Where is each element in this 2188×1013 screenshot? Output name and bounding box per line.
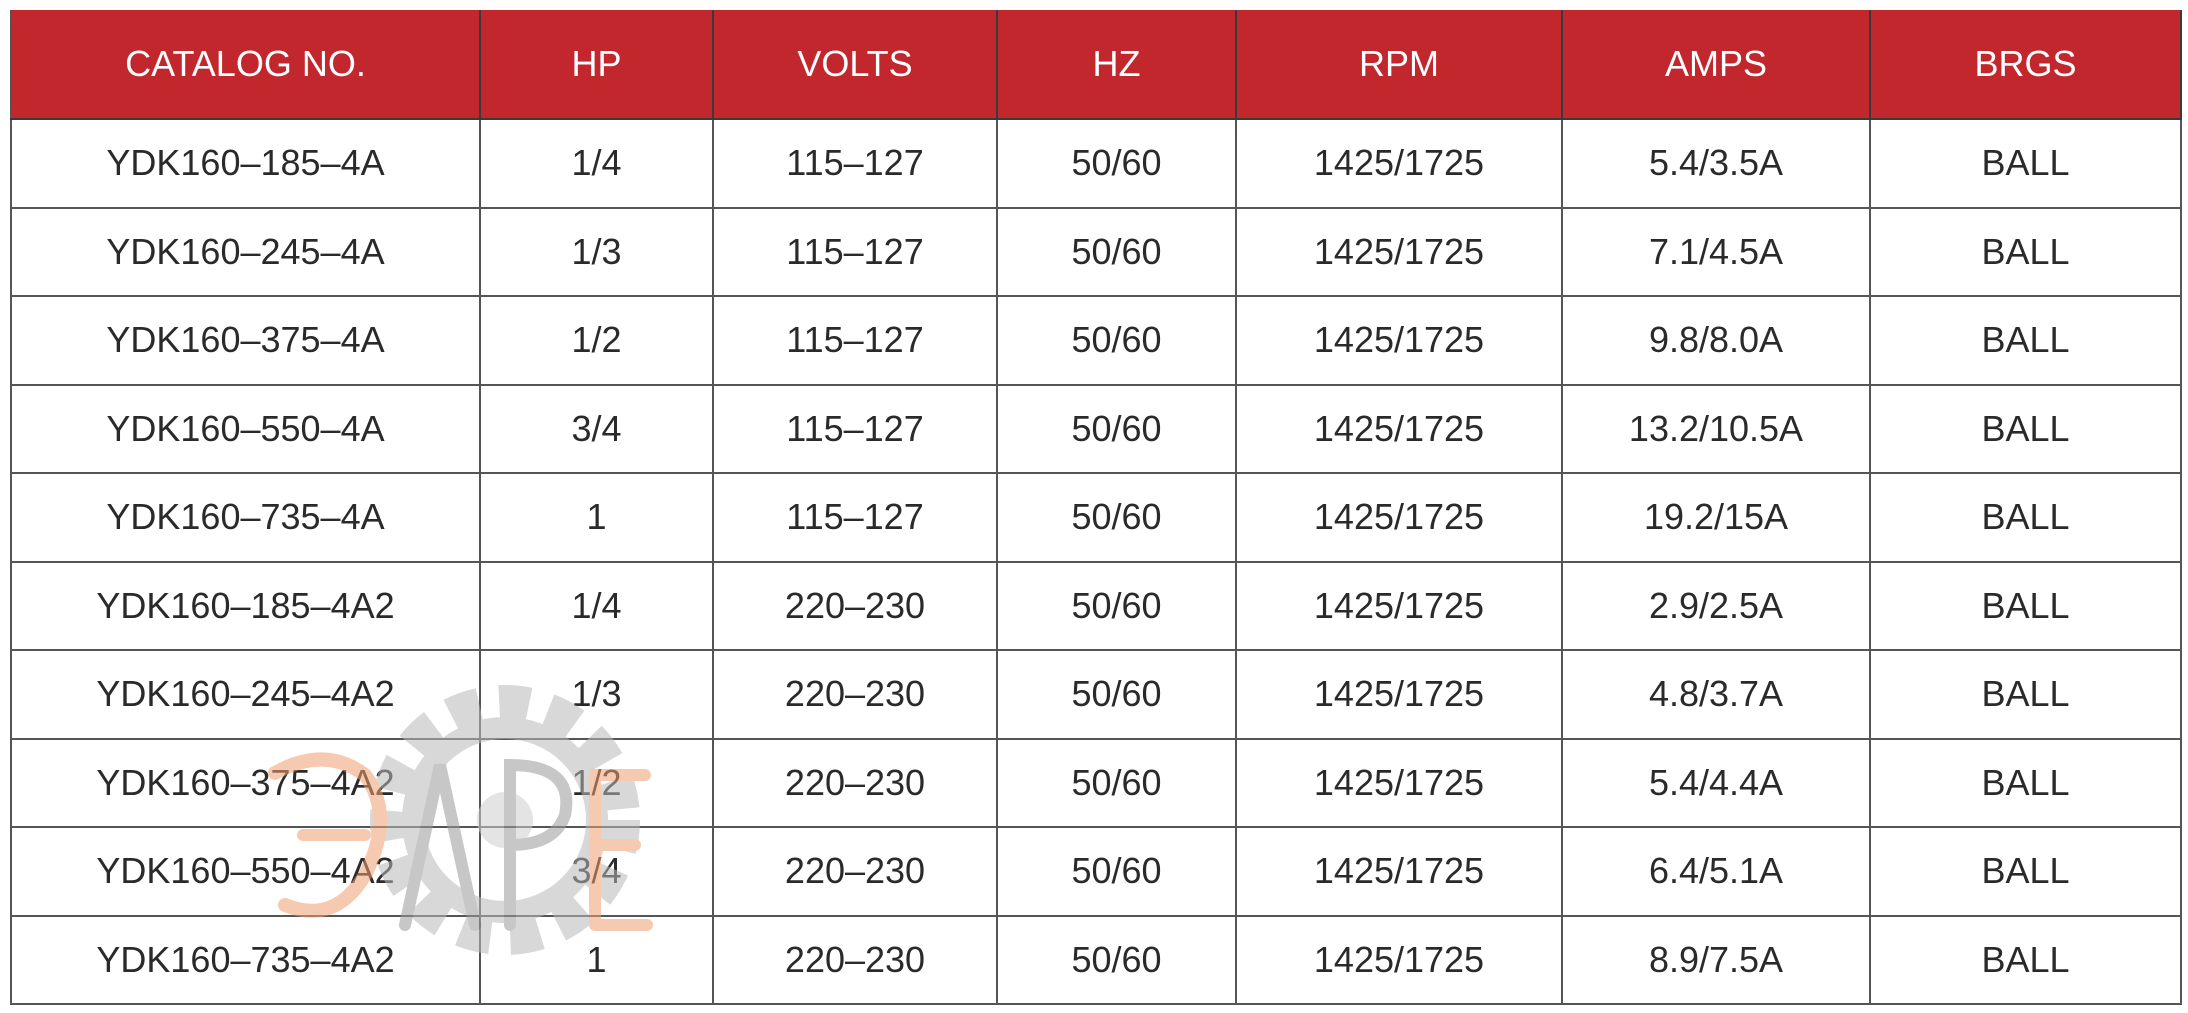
cell-hz: 50/60 (997, 739, 1236, 828)
cell-catalog-no: YDK160–375–4A (11, 296, 480, 385)
cell-amps: 4.8/3.7A (1562, 650, 1870, 739)
cell-catalog-no: YDK160–185–4A2 (11, 562, 480, 651)
cell-amps: 13.2/10.5A (1562, 385, 1870, 474)
cell-volts: 115–127 (713, 119, 997, 208)
cell-brgs: BALL (1870, 827, 2181, 916)
cell-volts: 115–127 (713, 208, 997, 297)
cell-rpm: 1425/1725 (1236, 119, 1562, 208)
cell-volts: 220–230 (713, 916, 997, 1005)
cell-hz: 50/60 (997, 473, 1236, 562)
cell-hz: 50/60 (997, 562, 1236, 651)
column-header-amps: AMPS (1562, 10, 1870, 119)
cell-brgs: BALL (1870, 650, 2181, 739)
cell-hp: 1/2 (480, 296, 713, 385)
cell-rpm: 1425/1725 (1236, 296, 1562, 385)
cell-catalog-no: YDK160–245–4A2 (11, 650, 480, 739)
cell-hp: 1/2 (480, 739, 713, 828)
table-row (11, 739, 2181, 828)
cell-catalog-no: YDK160–550–4A (11, 385, 480, 474)
cell-hz: 50/60 (997, 296, 1236, 385)
table-row (11, 119, 2181, 208)
cell-hz: 50/60 (997, 916, 1236, 1005)
table-row (11, 385, 2181, 474)
cell-brgs: BALL (1870, 385, 2181, 474)
cell-hp: 3/4 (480, 827, 713, 916)
table-row (11, 650, 2181, 739)
table-row (11, 296, 2181, 385)
cell-hz: 50/60 (997, 208, 1236, 297)
cell-volts: 115–127 (713, 473, 997, 562)
column-header-hp: HP (480, 10, 713, 119)
cell-brgs: BALL (1870, 916, 2181, 1005)
cell-amps: 9.8/8.0A (1562, 296, 1870, 385)
cell-hz: 50/60 (997, 385, 1236, 474)
cell-volts: 220–230 (713, 562, 997, 651)
motor-spec-table (10, 10, 2182, 1005)
cell-catalog-no: YDK160–735–4A (11, 473, 480, 562)
cell-amps: 6.4/5.1A (1562, 827, 1870, 916)
cell-brgs: BALL (1870, 473, 2181, 562)
column-header-rpm: RPM (1236, 10, 1562, 119)
cell-rpm: 1425/1725 (1236, 208, 1562, 297)
cell-catalog-no: YDK160–185–4A (11, 119, 480, 208)
column-header-volts: VOLTS (713, 10, 997, 119)
cell-hp: 3/4 (480, 385, 713, 474)
cell-brgs: BALL (1870, 739, 2181, 828)
cell-catalog-no: YDK160–735–4A2 (11, 916, 480, 1005)
cell-amps: 7.1/4.5A (1562, 208, 1870, 297)
cell-hz: 50/60 (997, 650, 1236, 739)
cell-hz: 50/60 (997, 119, 1236, 208)
table-row (11, 916, 2181, 1005)
cell-catalog-no: YDK160–375–4A2 (11, 739, 480, 828)
cell-amps: 8.9/7.5A (1562, 916, 1870, 1005)
cell-amps: 19.2/15A (1562, 473, 1870, 562)
cell-catalog-no: YDK160–550–4A2 (11, 827, 480, 916)
table-row (11, 562, 2181, 651)
cell-brgs: BALL (1870, 208, 2181, 297)
cell-volts: 220–230 (713, 827, 997, 916)
cell-hp: 1 (480, 916, 713, 1005)
column-header-brgs: BRGS (1870, 10, 2181, 119)
header-row (11, 10, 2181, 119)
cell-amps: 2.9/2.5A (1562, 562, 1870, 651)
cell-catalog-no: YDK160–245–4A (11, 208, 480, 297)
cell-volts: 220–230 (713, 739, 997, 828)
cell-volts: 115–127 (713, 296, 997, 385)
table-row (11, 827, 2181, 916)
cell-brgs: BALL (1870, 562, 2181, 651)
cell-rpm: 1425/1725 (1236, 827, 1562, 916)
table-row (11, 473, 2181, 562)
cell-hp: 1/3 (480, 208, 713, 297)
cell-brgs: BALL (1870, 296, 2181, 385)
cell-amps: 5.4/3.5A (1562, 119, 1870, 208)
cell-brgs: BALL (1870, 119, 2181, 208)
cell-volts: 115–127 (713, 385, 997, 474)
column-header-hz: HZ (997, 10, 1236, 119)
cell-rpm: 1425/1725 (1236, 385, 1562, 474)
column-header-catalog-no: CATALOG NO. (11, 10, 480, 119)
cell-hp: 1/4 (480, 119, 713, 208)
cell-rpm: 1425/1725 (1236, 473, 1562, 562)
cell-hp: 1/3 (480, 650, 713, 739)
cell-rpm: 1425/1725 (1236, 916, 1562, 1005)
cell-rpm: 1425/1725 (1236, 562, 1562, 651)
cell-amps: 5.4/4.4A (1562, 739, 1870, 828)
table-row (11, 208, 2181, 297)
cell-rpm: 1425/1725 (1236, 650, 1562, 739)
cell-hp: 1/4 (480, 562, 713, 651)
cell-rpm: 1425/1725 (1236, 739, 1562, 828)
cell-hp: 1 (480, 473, 713, 562)
cell-volts: 220–230 (713, 650, 997, 739)
cell-hz: 50/60 (997, 827, 1236, 916)
